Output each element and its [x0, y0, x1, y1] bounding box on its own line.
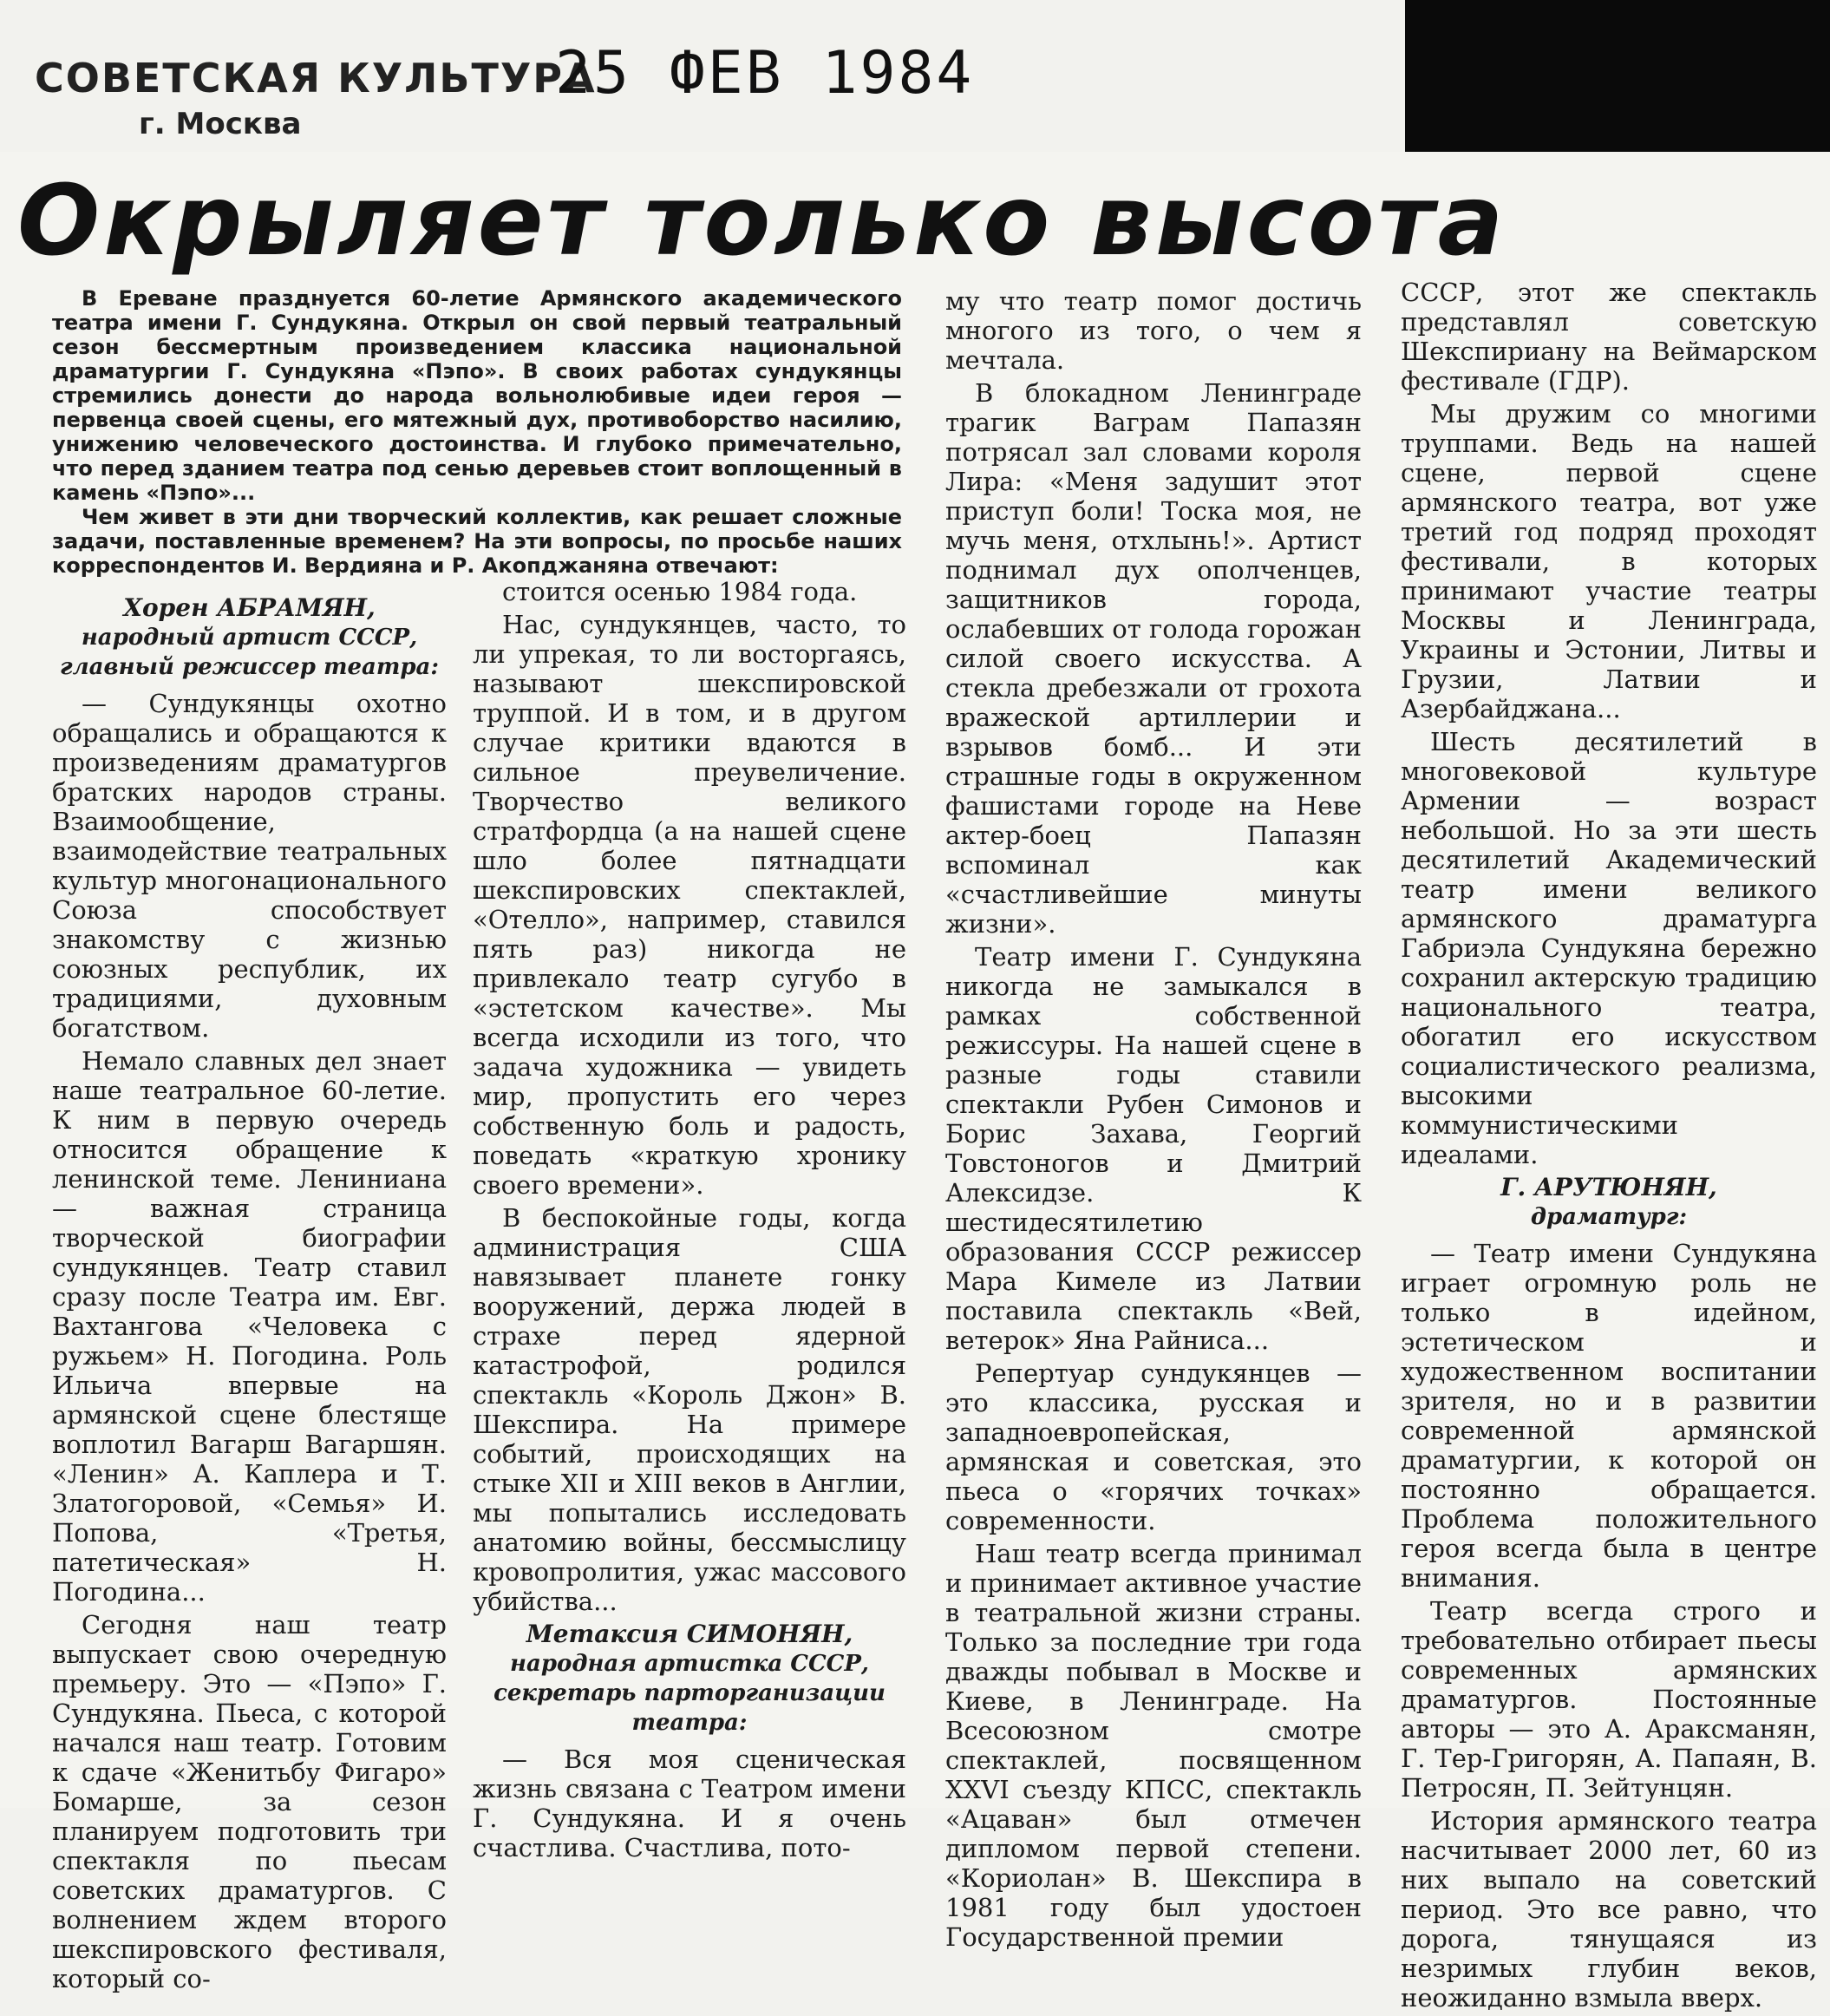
article-lead [52, 286, 902, 578]
column-paragraph: В блокадном Ленинграде трагик Ваграм Папазян потрясал зал словами короля Лира: «Меня задушит этот приступ боли! Тоска моя, не мучь меня, отхлынь!». Артист поднимал дух ополченцев, защитников города, ослабевших от голода горожан силой своего искусства. А стекла дребезжали от грохота вражеской артиллерии и взрывов бомб... И эти страшные годы в окруженном фашистами городе на Неве актер-боец Папазян вспоминал как «счастливейшие минуты жизни». [945, 378, 1362, 939]
column-paragraph: Театр имени Г. Сундукяна никогда не замыкался в рамках собственной режиссуры. На нашей сцене в разные годы ставили спектакли Рубен Симонов и Борис Захава, Георгий Товстоногов и Дмитрий Алексидзе. К шестидесятилетию образования СССР режиссер Мара Кимеле из Латвии поставила спектакль «Вей, ветерок» Яна Райниса... [945, 942, 1362, 1355]
byline-title: народная артистка СССР, секретарь парторганизации театра: [493, 1651, 886, 1736]
byline-name: Г. АРУТЮНЯН, [1500, 1173, 1717, 1201]
column-paragraph: Репертуар сундукянцев — это классика, русская и западноевропейская, армянская и советская, это пьеса о «горячих точках» современности. [945, 1358, 1362, 1535]
newspaper-city-stamp: г. Москва [139, 107, 302, 141]
column-paragraph: Театр всегда строго и требовательно отбирает пьесы современных армянских драматургов. Постоянные авторы — это А. Араксманян, Г. Тер-Григорян, А. Папаян, В. Петросян, П. Зейтунцян. [1401, 1596, 1817, 1803]
column-paragraph: — Вся моя сценическая жизнь связана с Театром имени Г. Сундукяна. И я очень счастлива. Счастлива, пото- [473, 1744, 906, 1862]
column-paragraph: Наш театр всегда принимал и принимает активное участие в театральной жизни страны. Только за последние три года дважды побывал в Москве и Киеве, в Ленинграде. На Всесоюзном смотре спектаклей, посвященном XXVI съезду КПСС, спектакль «Ацаван» был отмечен дипломом первой степени. «Кориолан» В. Шекспира в 1981 году был удостоен Государственной премии [945, 1539, 1362, 1952]
column-paragraph: — Сундукянцы охотно обращались и обращаются к произведениям драматургов братских народов страны. Взаимообщение, взаимодействие театральных культур многонационального Союза способствует знакомству с жизнью союзных республик, их традициями, духовным богатством. [52, 689, 447, 1043]
article-column-4 [1401, 278, 1817, 2016]
column-paragraph: СССР, этот же спектакль представлял советскую Шекспириану на Веймарском фестивале (ГДР). [1401, 278, 1817, 396]
column-paragraph: стоится осенью 1984 года. [502, 577, 858, 606]
article-column-1 [52, 590, 447, 1997]
byline-simonyan [473, 1620, 906, 1738]
byline-abramyan [52, 593, 447, 682]
article-headline: Окрыляет только высота [17, 165, 1507, 278]
byline-title: народный артист СССР, главный режиссер театра: [60, 625, 439, 680]
column-paragraph: му что театр помог достичь многого из того, о чем я мечтала. [945, 286, 1362, 375]
byline-arutyunyan [1401, 1173, 1817, 1232]
lead-paragraph: Чем живет в эти дни творческий коллектив, как решает сложные задачи, поставленные временем? На эти вопросы, по просьбе наших корреспондентов И. Вердияна и Р. Акопджаняна отвечают: [52, 505, 902, 578]
column-paragraph: — Театр имени Сундукяна играет огромную роль не только в идейном, эстетическом и художественном воспитании зрителя, но и в развитии современной армянской драматургии, к которой он постоянно обращается. Проблема положительного героя всегда была в центре внимания. [1401, 1239, 1817, 1593]
byline-name: Метаксия СИМОНЯН, [526, 1620, 853, 1648]
byline-name: Хорен АБРАМЯН, [123, 593, 376, 622]
column-paragraph: Немало славных дел знает наше театральное 60-летие. К ним в первую очередь относится обращение к ленинской теме. Лениниана — важная страница творческой биографии сундукянцев. Театр ставил сразу после Театра им. Евг. Вахтангова «Человека с ружьем» Н. Погодина. Роль Ильича впервые на армянской сцене блестяще воплотил Вагарш Вагаршян. «Ленин» А. Каплера и Т. Златогоровой, «Семья» И. Попова, «Третья, патетическая» Н. Погодина... [52, 1046, 447, 1607]
column-paragraph: Мы дружим со многими труппами. Ведь на нашей сцене, первой сцене армянского театра, вот уже третий год подряд проходят фестивали, в которых принимают участие театры Москвы и Ленинграда, Украины и Эстонии, Литвы и Грузии, Латвии и Азербайджана... [1401, 399, 1817, 723]
article-column-2 [473, 577, 906, 1866]
scan-dark-corner [1405, 0, 1830, 152]
lead-paragraph: В Ереване празднуется 60-летие Армянского академического театра имени Г. Сундукяна. Открыл он свой первый театральный сезон бессмертным произведением классика национальной драматургии Г. Сундукяна «Пэпо». В своих работах сундукянцы стремились донести до народа вольнолюбивые идеи героя — первенца своей сцены, его мятежный дух, противоборство насилию, унижению человеческого достоинства. И глубоко примечательно, что перед зданием театра под сенью деревьев стоит воплощенный в камень «Пэпо»... [52, 286, 902, 505]
column-paragraph: В беспокойные годы, когда администрация США навязывает планете гонку вооружений, держа людей в страхе перед ядерной катастрофой, родился спектакль «Король Джон» В. Шекспира. На примере событий, происходящих на стыке XII и XIII веков в Англии, мы попытались исследовать анатомию войны, бессмыслицу кровопролития, ужас массового убийства... [473, 1203, 906, 1616]
date-stamp: 25 ФЕВ 1984 [555, 39, 975, 108]
column-paragraph: История армянского театра насчитывает 2000 лет, 60 из них выпало на советский период. Это все равно, что дорога, тянущаяся из незримых глубин веков, неожиданно взмыла вверх. [1401, 1806, 1817, 2013]
article-column-3 [945, 286, 1362, 1955]
column-paragraph: Сегодня наш театр выпускает свою очередную премьеру. Это — «Пэпо» Г. Сундукяна. Пьеса, с которой начался наш театр. Готовим к сдаче «Женитьбу Фигаро» Бомарше, за сезон планируем подготовить три спектакля по пьесам советских драматургов. С волнением ждем второго шекспировского фестиваля, который со- [52, 1610, 447, 1993]
masthead [35, 39, 1336, 152]
newspaper-name-stamp: СОВЕТСКАЯ КУЛЬТУРА [35, 55, 597, 101]
column-paragraph: Шесть десятилетий в многовековой культуре Армении — возраст небольшой. Но за эти шесть десятилетий Академический театр имени великого армянского драматурга Габриэла Сундукяна бережно сохранил актерскую традицию национального театра, обогатил его искусством социалистического реализма, высокими коммунистическими идеалами. [1401, 727, 1817, 1169]
column-paragraph: Нас, сундукянцев, часто, то ли упрекая, то ли восторгаясь, называют шекспировской труппой. И в том, и в другом случае критики вдаются в сильное преувеличение. Творчество великого стратфордца (а на нашей сцене шло более пятнадцати шекспировских спектаклей, «Отелло», например, ставился пять раз) никогда не привлекало театр сугубо в «эстетском качестве». Мы всегда исходили из того, что задача художника — увидеть мир, пропустить его через собственную боль и радость, поведать «краткую хронику своего времени». [473, 610, 906, 1200]
byline-title: драматург: [1530, 1204, 1688, 1230]
